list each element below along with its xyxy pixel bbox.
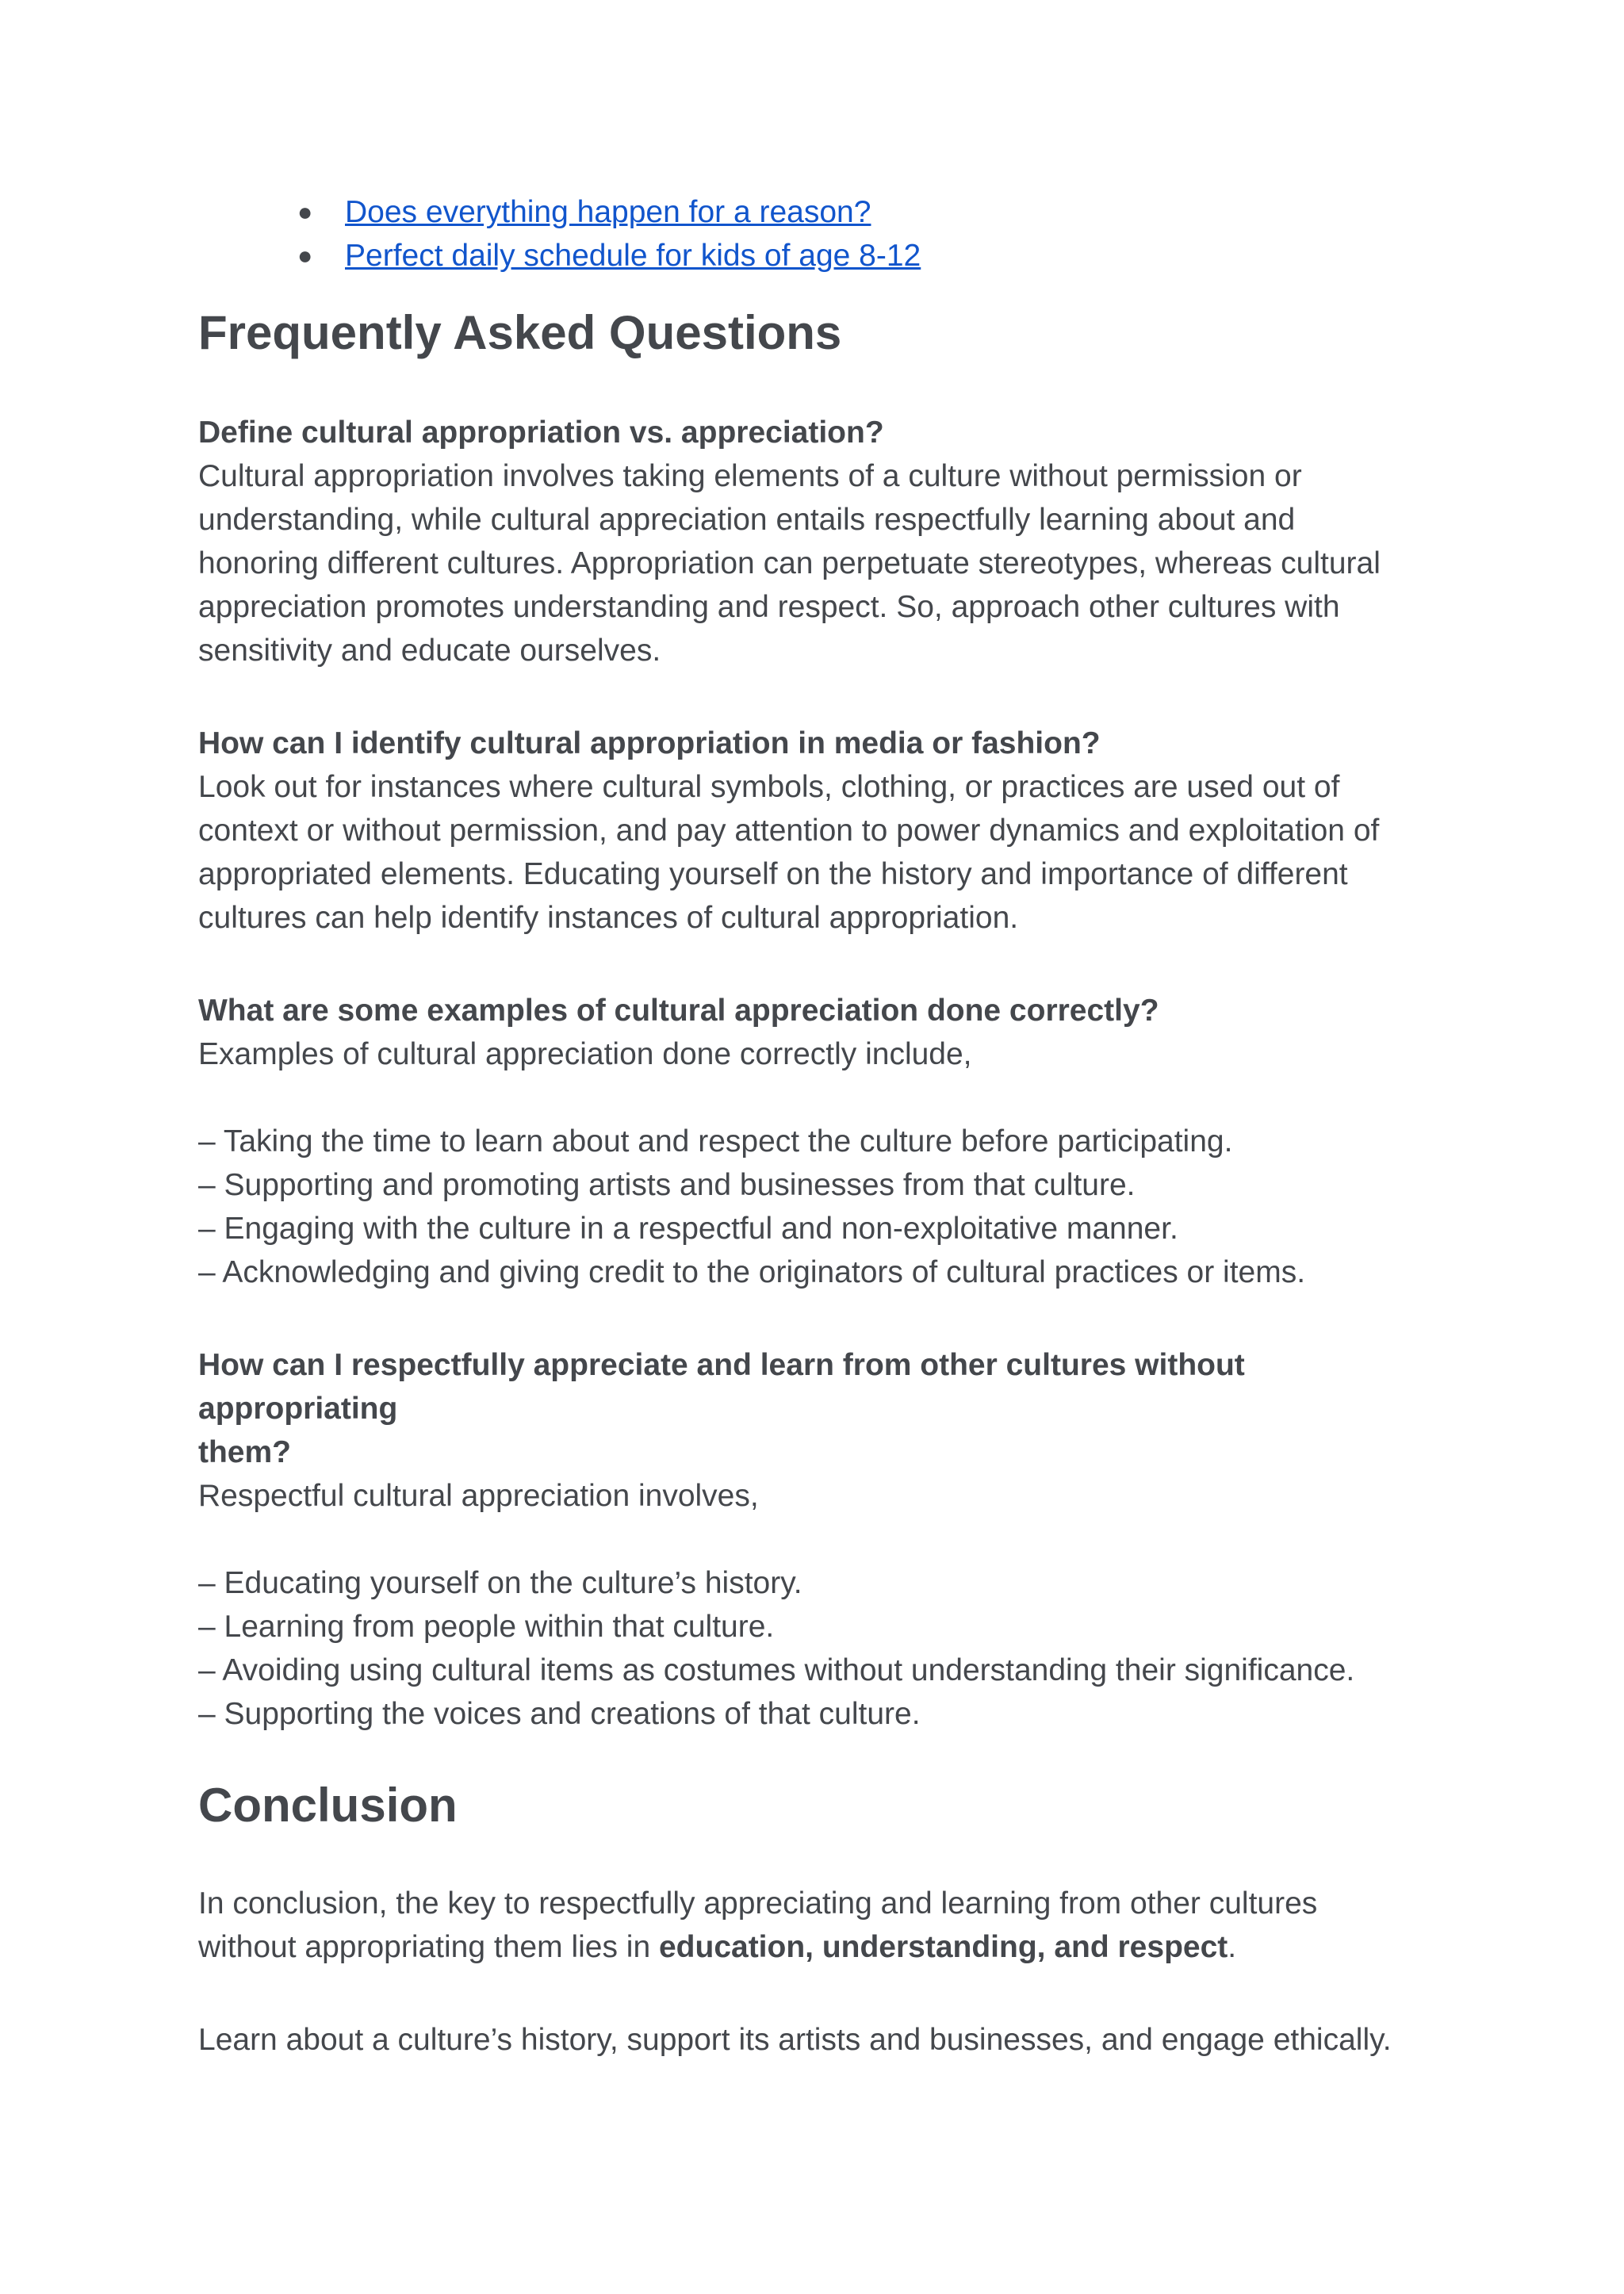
conclusion-paragraph-line: In conclusion, the key to respectfully appreciating and learning from other cultures — [198, 1886, 1318, 1921]
conclusion-paragraph-line — [198, 1925, 1435, 1969]
spacer — [198, 1294, 1435, 1343]
bullet-icon: ● — [297, 241, 313, 270]
spacer — [198, 672, 1435, 722]
faq-answer-line: honoring different cultures. Appropriation can perpetuate stereotypes, whereas cultural — [198, 546, 1381, 580]
link-daily-schedule[interactable]: Perfect daily schedule for kids of age 8-12 — [345, 239, 921, 273]
faq-answer-line: sensitivity and educate ourselves. — [198, 634, 661, 668]
faq-list-item: – Supporting the voices and creations of that culture. — [198, 1697, 921, 1731]
conclusion-heading: Conclusion — [198, 1779, 458, 1832]
faq-heading: Frequently Asked Questions — [198, 306, 842, 359]
spacer — [198, 1969, 1435, 2018]
document-page — [198, 190, 1435, 2062]
spacer — [198, 1076, 1435, 1120]
faq-answer-line: context or without permission, and pay attention to power dynamics and exploitation of — [198, 814, 1380, 848]
conclusion-paragraph: Learn about a culture’s history, support its artists and businesses, and engage ethically. — [198, 2023, 1392, 2057]
bullet-icon: ● — [297, 197, 313, 226]
faq-answer-line: appropriated elements. Educating yourself on the history and importance of different — [198, 857, 1348, 891]
faq-question: them? — [198, 1435, 291, 1469]
spacer — [198, 1518, 1435, 1561]
faq-list-item: – Supporting and promoting artists and businesses from that culture. — [198, 1168, 1136, 1202]
faq-list-item: – Educating yourself on the culture’s history. — [198, 1566, 802, 1600]
faq-answer-line: Cultural appropriation involves taking elements of a culture without permission or — [198, 459, 1302, 493]
faq-list-item: – Learning from people within that culture. — [198, 1610, 775, 1644]
faq-answer-intro: Examples of cultural appreciation done correctly include, — [198, 1037, 972, 1071]
conclusion-period: . — [1228, 1930, 1237, 1964]
faq-list-item: – Engaging with the culture in a respectful and non-exploitative manner. — [198, 1212, 1178, 1246]
faq-list-item: – Avoiding using cultural items as costumes without understanding their significance. — [198, 1653, 1355, 1687]
conclusion-emphasis: education, understanding, and respect — [658, 1930, 1228, 1964]
faq-question: How can I identify cultural appropriation in media or fashion? — [198, 726, 1101, 760]
faq-answer-line: cultures can help identify instances of cultural appropriation. — [198, 901, 1019, 935]
faq-question: What are some examples of cultural appreciation done correctly? — [198, 994, 1159, 1028]
related-link-item — [297, 234, 1435, 278]
related-link-item — [297, 190, 1435, 234]
conclusion-text: without appropriating them lies in — [198, 1930, 659, 1964]
related-links-list — [198, 190, 1435, 278]
faq-list-item: – Acknowledging and giving credit to the originators of cultural practices or items. — [198, 1255, 1306, 1289]
faq-answer-intro: Respectful cultural appreciation involves, — [198, 1479, 759, 1513]
link-everything-reason[interactable]: Does everything happen for a reason? — [345, 195, 871, 229]
faq-question: Define cultural appropriation vs. appreciation? — [198, 416, 884, 450]
faq-list-item: – Taking the time to learn about and respect the culture before participating. — [198, 1124, 1233, 1158]
faq-question: How can I respectfully appreciate and learn from other cultures without appropriating — [198, 1348, 1245, 1426]
faq-answer-line: Look out for instances where cultural symbols, clothing, or practices are used out of — [198, 770, 1340, 804]
spacer — [198, 940, 1435, 989]
faq-answer-line: understanding, while cultural appreciation entails respectfully learning about and — [198, 503, 1296, 537]
faq-answer-line: appreciation promotes understanding and respect. So, approach other cultures with — [198, 590, 1340, 624]
